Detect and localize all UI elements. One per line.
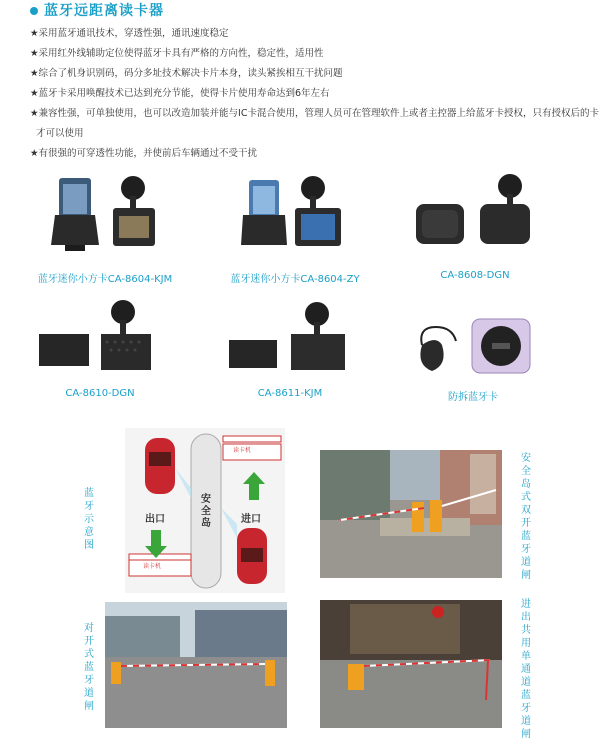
bluetooth-diagram <box>125 428 285 593</box>
product-caption: 蓝牙迷你小方卡CA-8604-KJM <box>37 274 173 285</box>
photo-opposite-barrier <box>105 602 287 728</box>
product-caption: CA-8611-KJM <box>257 388 323 399</box>
feature-line: ★采用红外线辅助定位使得蓝牙卡具有严格的方向性，稳定性，适用性 <box>30 48 324 59</box>
feature-line: ★有很强的可穿透性功能，并使前后车辆通过不受干扰 <box>30 148 258 159</box>
product-image-8608-dgn <box>410 172 540 252</box>
photo-label: 对开式蓝牙道闸 <box>84 623 94 712</box>
exit-label: 出口 <box>145 514 165 525</box>
sign-label: 读卡机 <box>143 563 162 570</box>
feature-line: ★采用蓝牙通讯技术，穿透性强，通讯速度稳定 <box>30 28 229 39</box>
product-image-8604-zy <box>235 170 355 260</box>
feature-line: ★蓝牙卡采用唤醒技术已达到充分节能，使得卡片使用寿命达到6年左右 <box>30 88 330 99</box>
page-title <box>30 0 164 20</box>
product-image-8604-kjm <box>45 170 165 260</box>
sign-label: 读卡机 <box>233 447 252 454</box>
product-caption: 蓝牙迷你小方卡CA-8604-ZY <box>230 274 360 285</box>
feature-line: ★综合了机身识别码，码分多址技术解决卡片本身，读头紧挨相互干扰问题 <box>30 68 343 79</box>
island-label: 安全岛 <box>201 494 211 529</box>
product-caption: CA-8608-DGN <box>440 270 510 281</box>
page-title-text: 蓝牙远距离读卡器 <box>44 3 164 19</box>
entry-label: 进口 <box>241 514 261 525</box>
photo-single-lane-barrier <box>320 600 502 728</box>
product-image-8611-kjm <box>225 300 355 380</box>
product-caption: CA-8610-DGN <box>65 388 135 399</box>
photo-label: 进出共用单通道蓝牙道闸 <box>521 599 531 740</box>
feature-line: ★兼容性强，可单独使用，也可以改造加装并能与IC卡混合使用，管理人员可在管理软件上或者主控器上给蓝牙卡授权，只有授权后的卡 <box>30 108 599 119</box>
product-caption: 防拆蓝牙卡 <box>448 392 498 403</box>
feature-line: 才可以使用 <box>36 128 84 139</box>
photo-island-barrier <box>320 450 502 578</box>
product-image-8610-dgn <box>35 298 165 378</box>
photo-label: 安全岛式双开蓝牙道闸 <box>521 453 531 581</box>
diagram-label: 蓝牙示意图 <box>84 488 94 551</box>
product-image-tamper-proof-card <box>408 305 538 380</box>
bullet-dot-icon <box>30 7 38 15</box>
